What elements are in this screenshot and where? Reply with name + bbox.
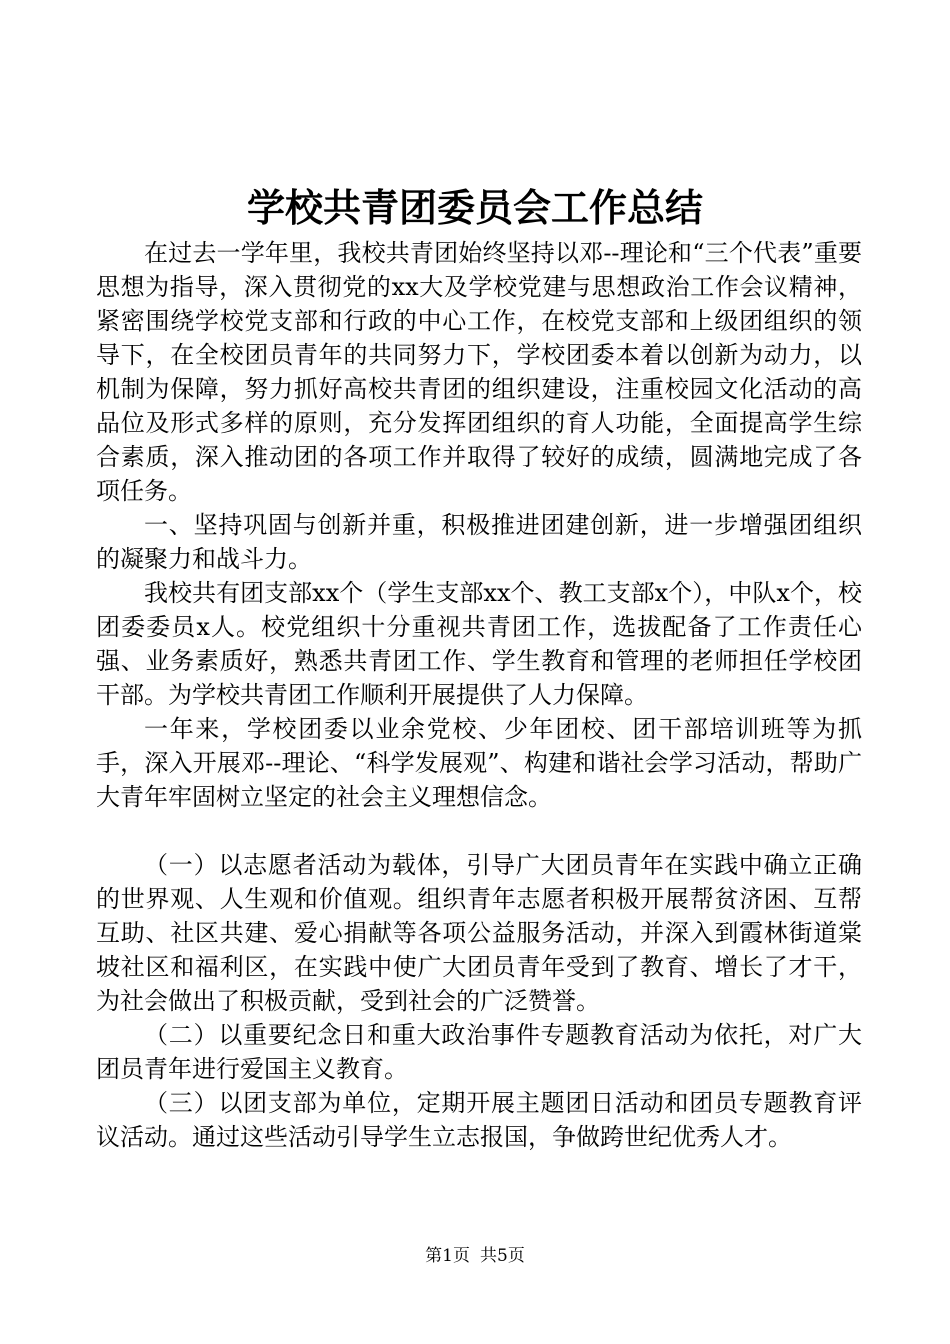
page-number: 第1页 <box>425 1246 470 1266</box>
subsection-paragraph: （三）以团支部为单位，定期开展主题团日活动和团员专题教育评议活动。通过这些活动引导学生立志报国，争做跨世纪优秀人才。 <box>96 1089 862 1151</box>
page-footer <box>0 1244 950 1268</box>
body-paragraph: 我校共有团支部xx个（学生支部xx个、教工支部x个），中队x个，校团委委员x人。校党组织十分重视共青团工作，选拔配备了工作责任心强、业务素质好，熟悉共青团工作、学生教育和管理的老师担任学校团干部。为学校共青团工作顺利开展提供了人力保障。 <box>96 579 862 709</box>
section-heading: 一、坚持巩固与创新并重，积极推进团建创新，进一步增强团组织的凝聚力和战斗力。 <box>96 511 862 573</box>
subsection-paragraph: （一）以志愿者活动为载体，引导广大团员青年在实践中确立正确的世界观、人生观和价值观。组织青年志愿者积极开展帮贫济困、互帮互助、社区共建、爱心捐献等各项公益服务活动，并深入到霞林街道棠坡社区和福利区，在实践中使广大团员青年受到了教育、增长了才干，为社会做出了积极贡献，受到社会的广泛赞誉。 <box>96 851 862 1015</box>
document-body <box>96 236 862 1154</box>
body-paragraph: 一年来，学校团委以业余党校、少年团校、团干部培训班等为抓手，深入开展邓--理论、“科学发展观”、构建和谐社会学习活动，帮助广大青年牢固树立坚定的社会主义理想信念。 <box>96 715 862 811</box>
subsection-paragraph: （二）以重要纪念日和重大政治事件专题教育活动为依托，对广大团员青年进行爱国主义教育。 <box>96 1021 862 1083</box>
document-title: 学校共青团委员会工作总结 <box>246 185 703 230</box>
page-total: 共5页 <box>480 1246 525 1266</box>
intro-paragraph: 在过去一学年里，我校共青团始终坚持以邓--理论和“三个代表”重要思想为指导，深入贯彻党的xx大及学校党建与思想政治工作会议精神，紧密围绕学校党支部和行政的中心工作，在校党支部和上级团组织的领导下，在全校团员青年的共同努力下，学校团委本着以创新为动力，以机制为保障，努力抓好高校共青团的组织建设，注重校园文化活动的高品位及形式多样的原则，充分发挥团组织的育人功能，全面提高学生综合素质，深入推动团的各项工作并取得了较好的成绩，圆满地完成了各项任务。 <box>96 239 862 505</box>
